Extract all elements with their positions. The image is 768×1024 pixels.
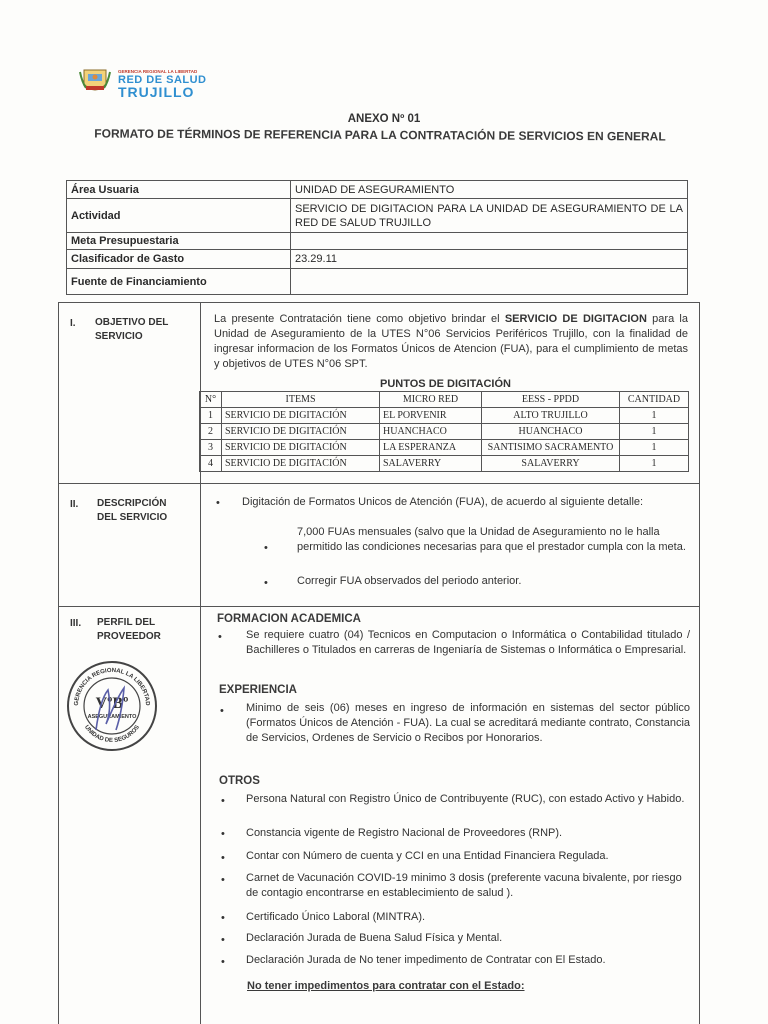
crest-icon (78, 66, 112, 96)
otros-heading: OTROS (219, 775, 260, 787)
section-divider (58, 483, 700, 484)
objective-text-c: para la Unidad de Aseguramiento de la UTES N°06 Servicios Periféricos Trujillo, con la finalidad de ingresar informacion de los Formatos Únicos de Atencion (FUA), para el cumplimiento de metas y objetivos de UTES N°06 SPT. (214, 313, 688, 370)
table-cell: SALAVERRY (482, 456, 620, 472)
table-cell: SANTISIMO SACRAMENTO (482, 440, 620, 456)
section-label-line: PERFIL DEL (97, 617, 156, 628)
section-number: III. (70, 618, 82, 629)
table-cell: 1 (620, 424, 689, 440)
table-cell: SERVICIO DE DIGITACIÓN (222, 424, 380, 440)
table-row (200, 440, 689, 456)
info-key: Actividad (67, 199, 291, 233)
table-row (200, 408, 689, 424)
section-label-line: PROVEEDOR (97, 631, 161, 642)
otros-item: Contar con Número de cuenta y CCI en una Entidad Financiera Regulada. (246, 850, 609, 862)
bullet-icon: • (221, 852, 225, 864)
info-row (67, 269, 688, 295)
table-cell: ALTO TRUJILLO (482, 408, 620, 424)
info-row (67, 199, 688, 233)
points-table (199, 391, 689, 472)
table-cell: SALAVERRY (380, 456, 482, 472)
otros-item: Certificado Único Laboral (MINTRA). (246, 911, 426, 923)
section-number: II. (70, 499, 79, 510)
info-row (67, 233, 688, 250)
table-cell: LA ESPERANZA (380, 440, 482, 456)
logo-small-text: GERENCIA REGIONAL LA LIBERTAD (118, 69, 198, 74)
red-salud-logo (78, 62, 228, 102)
section-number: I. (70, 318, 76, 329)
column-header: N° (200, 392, 222, 408)
info-key: Clasificador de Gasto (67, 250, 291, 269)
column-header: CANTIDAD (620, 392, 689, 408)
table-cell: HUANCHACO (482, 424, 620, 440)
otros-item: Declaración Jurada de Buena Salud Física y Mental. (246, 932, 503, 944)
description-text: Digitación de Formatos Unicos de Atención (FUA), de acuerdo al siguiente detalle: (242, 496, 644, 508)
column-header: EESS - PPDD (482, 392, 620, 408)
logo-line-2: TRUJILLO (118, 84, 195, 100)
section-label (97, 616, 161, 644)
info-row (67, 181, 688, 199)
no-impedimentos-heading: No tener impedimentos para contratar con el Estado: (247, 980, 525, 992)
table-cell: 1 (620, 408, 689, 424)
experiencia-text: Minimo de seis (06) meses en ingreso de información en sistemas del sector público (Formatos Únicos de Atención - FUA). La cual se acreditará mediante contrato, Constancia de Servicios, Ordenes de Servicio o Recibos por Honorarios. (246, 702, 690, 744)
info-row (67, 250, 688, 269)
otros-item: Constancia vigente de Registro Nacional de Proveedores (RNP). (246, 827, 563, 839)
experiencia-heading: EXPERIENCIA (219, 684, 297, 696)
approval-seal-icon (66, 660, 158, 752)
column-header: ITEMS (222, 392, 380, 408)
objective-text-a: La presente Contratación tiene como objetivo brindar el (214, 313, 500, 325)
table-cell: EL PORVENIR (380, 408, 482, 424)
section-label-line: DEL SERVICIO (97, 512, 168, 523)
info-key: Área Usuaria (67, 181, 291, 199)
bullet-icon: • (221, 828, 225, 840)
table-cell: 2 (200, 424, 222, 440)
formacion-heading: FORMACION ACADEMICA (217, 613, 361, 625)
objective-text (214, 312, 688, 372)
otros-item: Declaración Jurada de No tener impedimento de Contratar con El Estado. (246, 954, 606, 966)
section-label-line: DESCRIPCIÓN (97, 498, 167, 509)
table-cell: 1 (620, 456, 689, 472)
section-label-line: OBJETIVO DEL (95, 317, 169, 328)
table-cell: SERVICIO DE DIGITACIÓN (222, 440, 380, 456)
bullet-icon: • (264, 577, 268, 589)
section-label (97, 497, 167, 525)
table-cell: SERVICIO DE DIGITACIÓN (222, 408, 380, 424)
bullet-icon: • (264, 542, 268, 554)
table-header-row (200, 392, 689, 408)
section-label (95, 316, 168, 344)
section-divider (58, 606, 700, 607)
section-label-line: SERVICIO (95, 331, 143, 342)
annex-number: ANEXO Nº 01 (347, 113, 421, 125)
logo-line-1: RED DE SALUD (118, 74, 207, 86)
bullet-icon: • (216, 497, 220, 509)
otros-item: Carnet de Vacunación COVID-19 minimo 3 dosis (preferente vacuna bivalente, por riesgo de contagio encontrarse en establecimiento de salud ). (246, 872, 682, 899)
table-cell: 4 (200, 456, 222, 472)
bullet-icon: • (221, 956, 225, 968)
info-value: UNIDAD DE ASEGURAMIENTO (291, 181, 688, 199)
seal-ring-bottom: UNIDAD DE SEGUROS (83, 724, 141, 745)
seal-center-big: VºBº (95, 695, 129, 712)
bullet-icon: • (220, 705, 224, 717)
description-subitem: 7,000 FUAs mensuales (salvo que la Unidad de Aseguramiento no le halla permitido las condiciones necesarias para que el prestador cumpla con la meta. (297, 526, 686, 553)
bullet-icon: • (218, 631, 222, 643)
table-cell: 1 (620, 440, 689, 456)
seal-ring-top: GERENCIA REGIONAL LA LIBERTAD (73, 667, 151, 706)
seal-center-small: ASEGURAMIENTO (87, 714, 137, 720)
info-table (66, 180, 688, 295)
table-cell: 3 (200, 440, 222, 456)
bullet-icon: • (221, 912, 225, 924)
info-key: Meta Presupuestaria (67, 233, 291, 250)
objective-highlight: SERVICIO DE DIGITACION (504, 313, 647, 325)
info-value (291, 269, 688, 295)
table-row (200, 424, 689, 440)
info-value: SERVICIO DE DIGITACION PARA LA UNIDAD DE ASEGURAMIENTO DE LA RED DE SALUD TRUJILLO (291, 199, 688, 233)
bullet-icon: • (221, 934, 225, 946)
description-subitem: Corregir FUA observados del periodo anterior. (297, 575, 522, 587)
otros-item: Persona Natural con Registro Único de Contribuyente (RUC), con estado Activo y Habido. (246, 793, 685, 805)
column-header: MICRO RED (380, 392, 482, 408)
info-value: 23.29.11 (291, 250, 688, 269)
info-key: Fuente de Financiamiento (67, 269, 291, 295)
document-title: FORMATO DE TÉRMINOS DE REFERENCIA PARA LA CONTRATACIÓN DE SERVICIOS EN GENERAL (94, 126, 666, 144)
bullet-icon: • (221, 795, 225, 807)
bullet-icon: • (221, 874, 225, 886)
table-cell: 1 (200, 408, 222, 424)
table-cell: HUANCHACO (380, 424, 482, 440)
formacion-text: Se requiere cuatro (04) Tecnicos en Computacion o Informática o Contabilidad titulado / Bachilleres o Titulados en carreras de Ingeniaría de Sistemas o Informática o Empresarial. (246, 629, 690, 656)
info-value (291, 233, 688, 250)
table-cell: SERVICIO DE DIGITACIÓN (222, 456, 380, 472)
table-row (200, 456, 689, 472)
points-table-title: PUNTOS DE DIGITACIÓN (380, 378, 511, 390)
